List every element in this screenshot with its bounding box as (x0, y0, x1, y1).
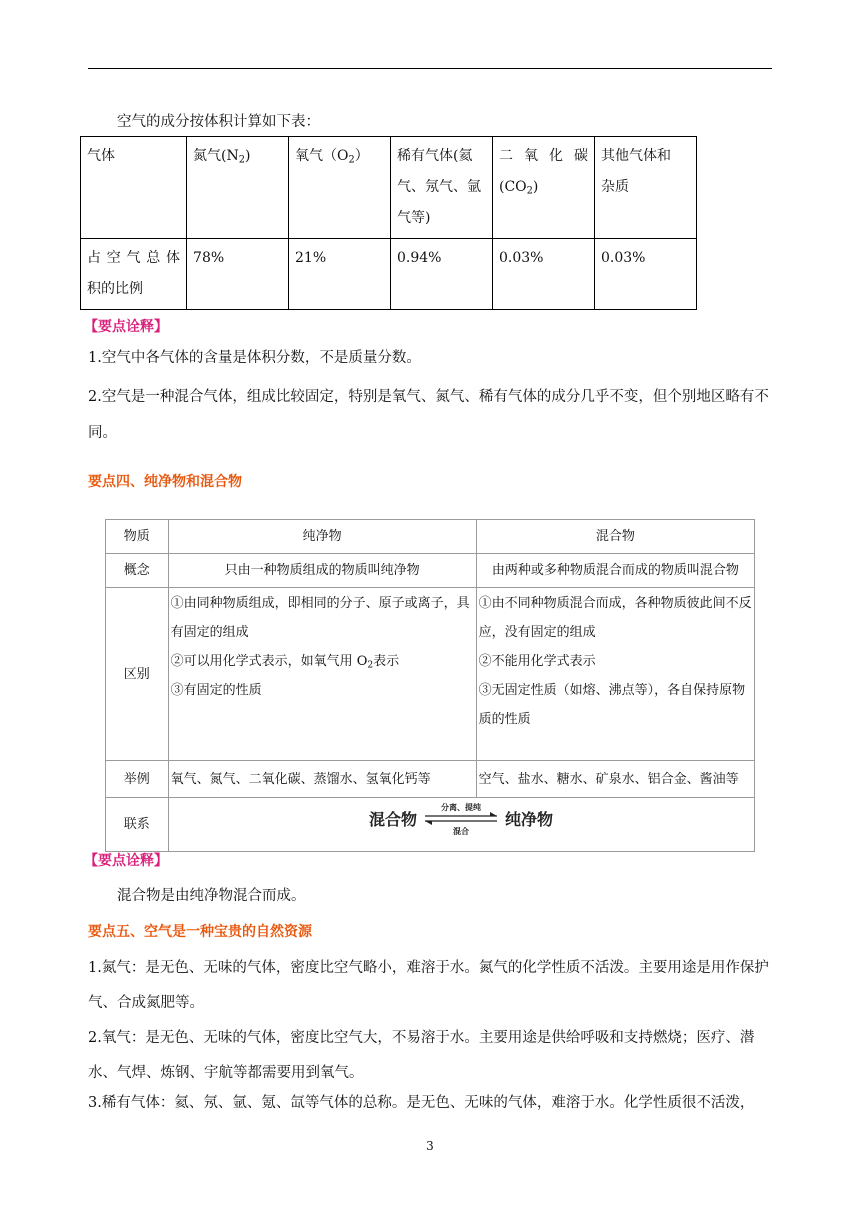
table-cell: 举例 (106, 761, 169, 798)
cell-line: ③无固定性质（如熔、沸点等），各自保持原物质的性质 (478, 683, 746, 727)
relation-left: 混合物 (369, 810, 418, 829)
cell-line: ①由同种物质组成，即相同的分子、原子或离子，具有固定的组成 (170, 596, 470, 640)
header-rule (88, 68, 772, 69)
note-heading-2: 【要点诠释】 (84, 853, 168, 869)
cell-line: ①由不同种物质混合而成，各种物质彼此间不反应，没有固定的组成 (478, 596, 752, 640)
table-cell: 混合物 (476, 520, 754, 554)
air-composition-table (80, 136, 697, 310)
cell-line: ②不能用化学式表示 (478, 654, 596, 669)
table-cell: 氮气$(N_2)$ (187, 137, 289, 239)
table-cell: 氧气$(O_2)$ (289, 137, 391, 239)
table-cell: 联系 (106, 798, 169, 852)
relation-top: 分离、提纯 (441, 803, 482, 812)
relation-right: 纯净物 (505, 810, 554, 829)
table-cell: 0.94% (391, 239, 493, 310)
cell-line: 积的比例 (87, 281, 143, 297)
cell-line: 气等) (397, 210, 431, 226)
table-row (81, 239, 697, 310)
relation-diagram (361, 799, 561, 839)
table-cell: 物质 (106, 520, 169, 554)
table-cell: 由两种或多种物质混合而成的物质叫混合物 (476, 554, 754, 588)
table-cell: 气体 (81, 137, 187, 239)
table-cell: 二 氧 化 碳 $(CO_2)$ (492, 137, 594, 239)
table-cell: 只由一种物质组成的物质叫纯净物 (168, 554, 476, 588)
note-3: 混合物是由纯净物混合而成。 (117, 888, 306, 904)
table-row (106, 520, 755, 554)
table-row (81, 137, 697, 239)
table-cell (81, 239, 187, 310)
table-cell (391, 137, 493, 239)
table-cell: 0.03% (594, 239, 696, 310)
note-1: 1.空气中各气体的含量是体积分数，不是质量分数。 (88, 350, 421, 366)
table-cell: 纯净物 (168, 520, 476, 554)
cell-line: 气、氖气、氩 (397, 179, 481, 195)
section-5-title: 要点五、空气是一种宝贵的自然资源 (88, 924, 312, 940)
table-row (106, 761, 755, 798)
note-heading: 【要点诠释】 (84, 319, 168, 335)
table-row (106, 798, 755, 852)
table-cell: 21% (289, 239, 391, 310)
note-2: 2.空气是一种混合气体，组成比较固定，特别是氧气、氮气、稀有气体的成分几乎不变，但个别地区略有不同。 (88, 389, 769, 441)
backward-arrow-head (425, 821, 432, 825)
paragraph-nitrogen: 1.氮气：是无色、无味的气体，密度比空气略小，难溶于水。氮气的化学性质不活泼。主要用途是用作保护气、合成氮肥等。 (88, 960, 769, 1011)
cell-line: ③有固定的性质 (170, 683, 262, 698)
table-cell (476, 588, 754, 761)
table-cell (594, 137, 696, 239)
table-cell: ①由同种物质组成，即相同的分子、原子或离子，具有固定的组成 ②可以用化学式表示，如氧气用 $O_2$表示 ③有固定的性质 (168, 588, 476, 761)
cell-line: 占空气总体 (87, 250, 181, 266)
cell-line: 二 氧 化 碳 (498, 148, 588, 164)
forward-arrow-head (490, 812, 497, 816)
cell-line: 稀有气体(氦 (397, 148, 473, 164)
table-row (106, 588, 755, 761)
intro-text: 空气的成分按体积计算如下表： (117, 114, 320, 130)
table-cell: 氧气、氮气、二氧化碳、蒸馏水、氢氧化钙等 (168, 761, 476, 798)
table-cell: 78% (187, 239, 289, 310)
table-cell: 0.03% (492, 239, 594, 310)
cell-line: 其他气体和 (600, 148, 671, 164)
table-cell: 区别 (106, 588, 169, 761)
section-4-title: 要点四、纯净物和混合物 (88, 474, 242, 490)
pure-mixture-table (105, 519, 755, 852)
relation-bottom: 混合 (453, 827, 470, 836)
paragraph-rare-gas: 3.稀有气体：氦、氖、氩、氪、氙等气体的总称。是无色、无味的气体，难溶于水。化学性质很不活泼， (88, 1095, 755, 1111)
table-row (106, 554, 755, 588)
page-number: 3 (426, 1139, 434, 1153)
table-cell (168, 798, 754, 852)
table-cell: 概念 (106, 554, 169, 588)
cell-line: 杂质 (600, 179, 629, 195)
paragraph-oxygen: 2.氧气：是无色、无味的气体，密度比空气大，不易溶于水。主要用途是供给呼吸和支持燃烧；医疗、潜水、气焊、炼钢、宇航等都需要用到氧气。 (88, 1030, 755, 1081)
table-cell: 空气、盐水、糖水、矿泉水、铝合金、酱油等 (476, 761, 754, 798)
